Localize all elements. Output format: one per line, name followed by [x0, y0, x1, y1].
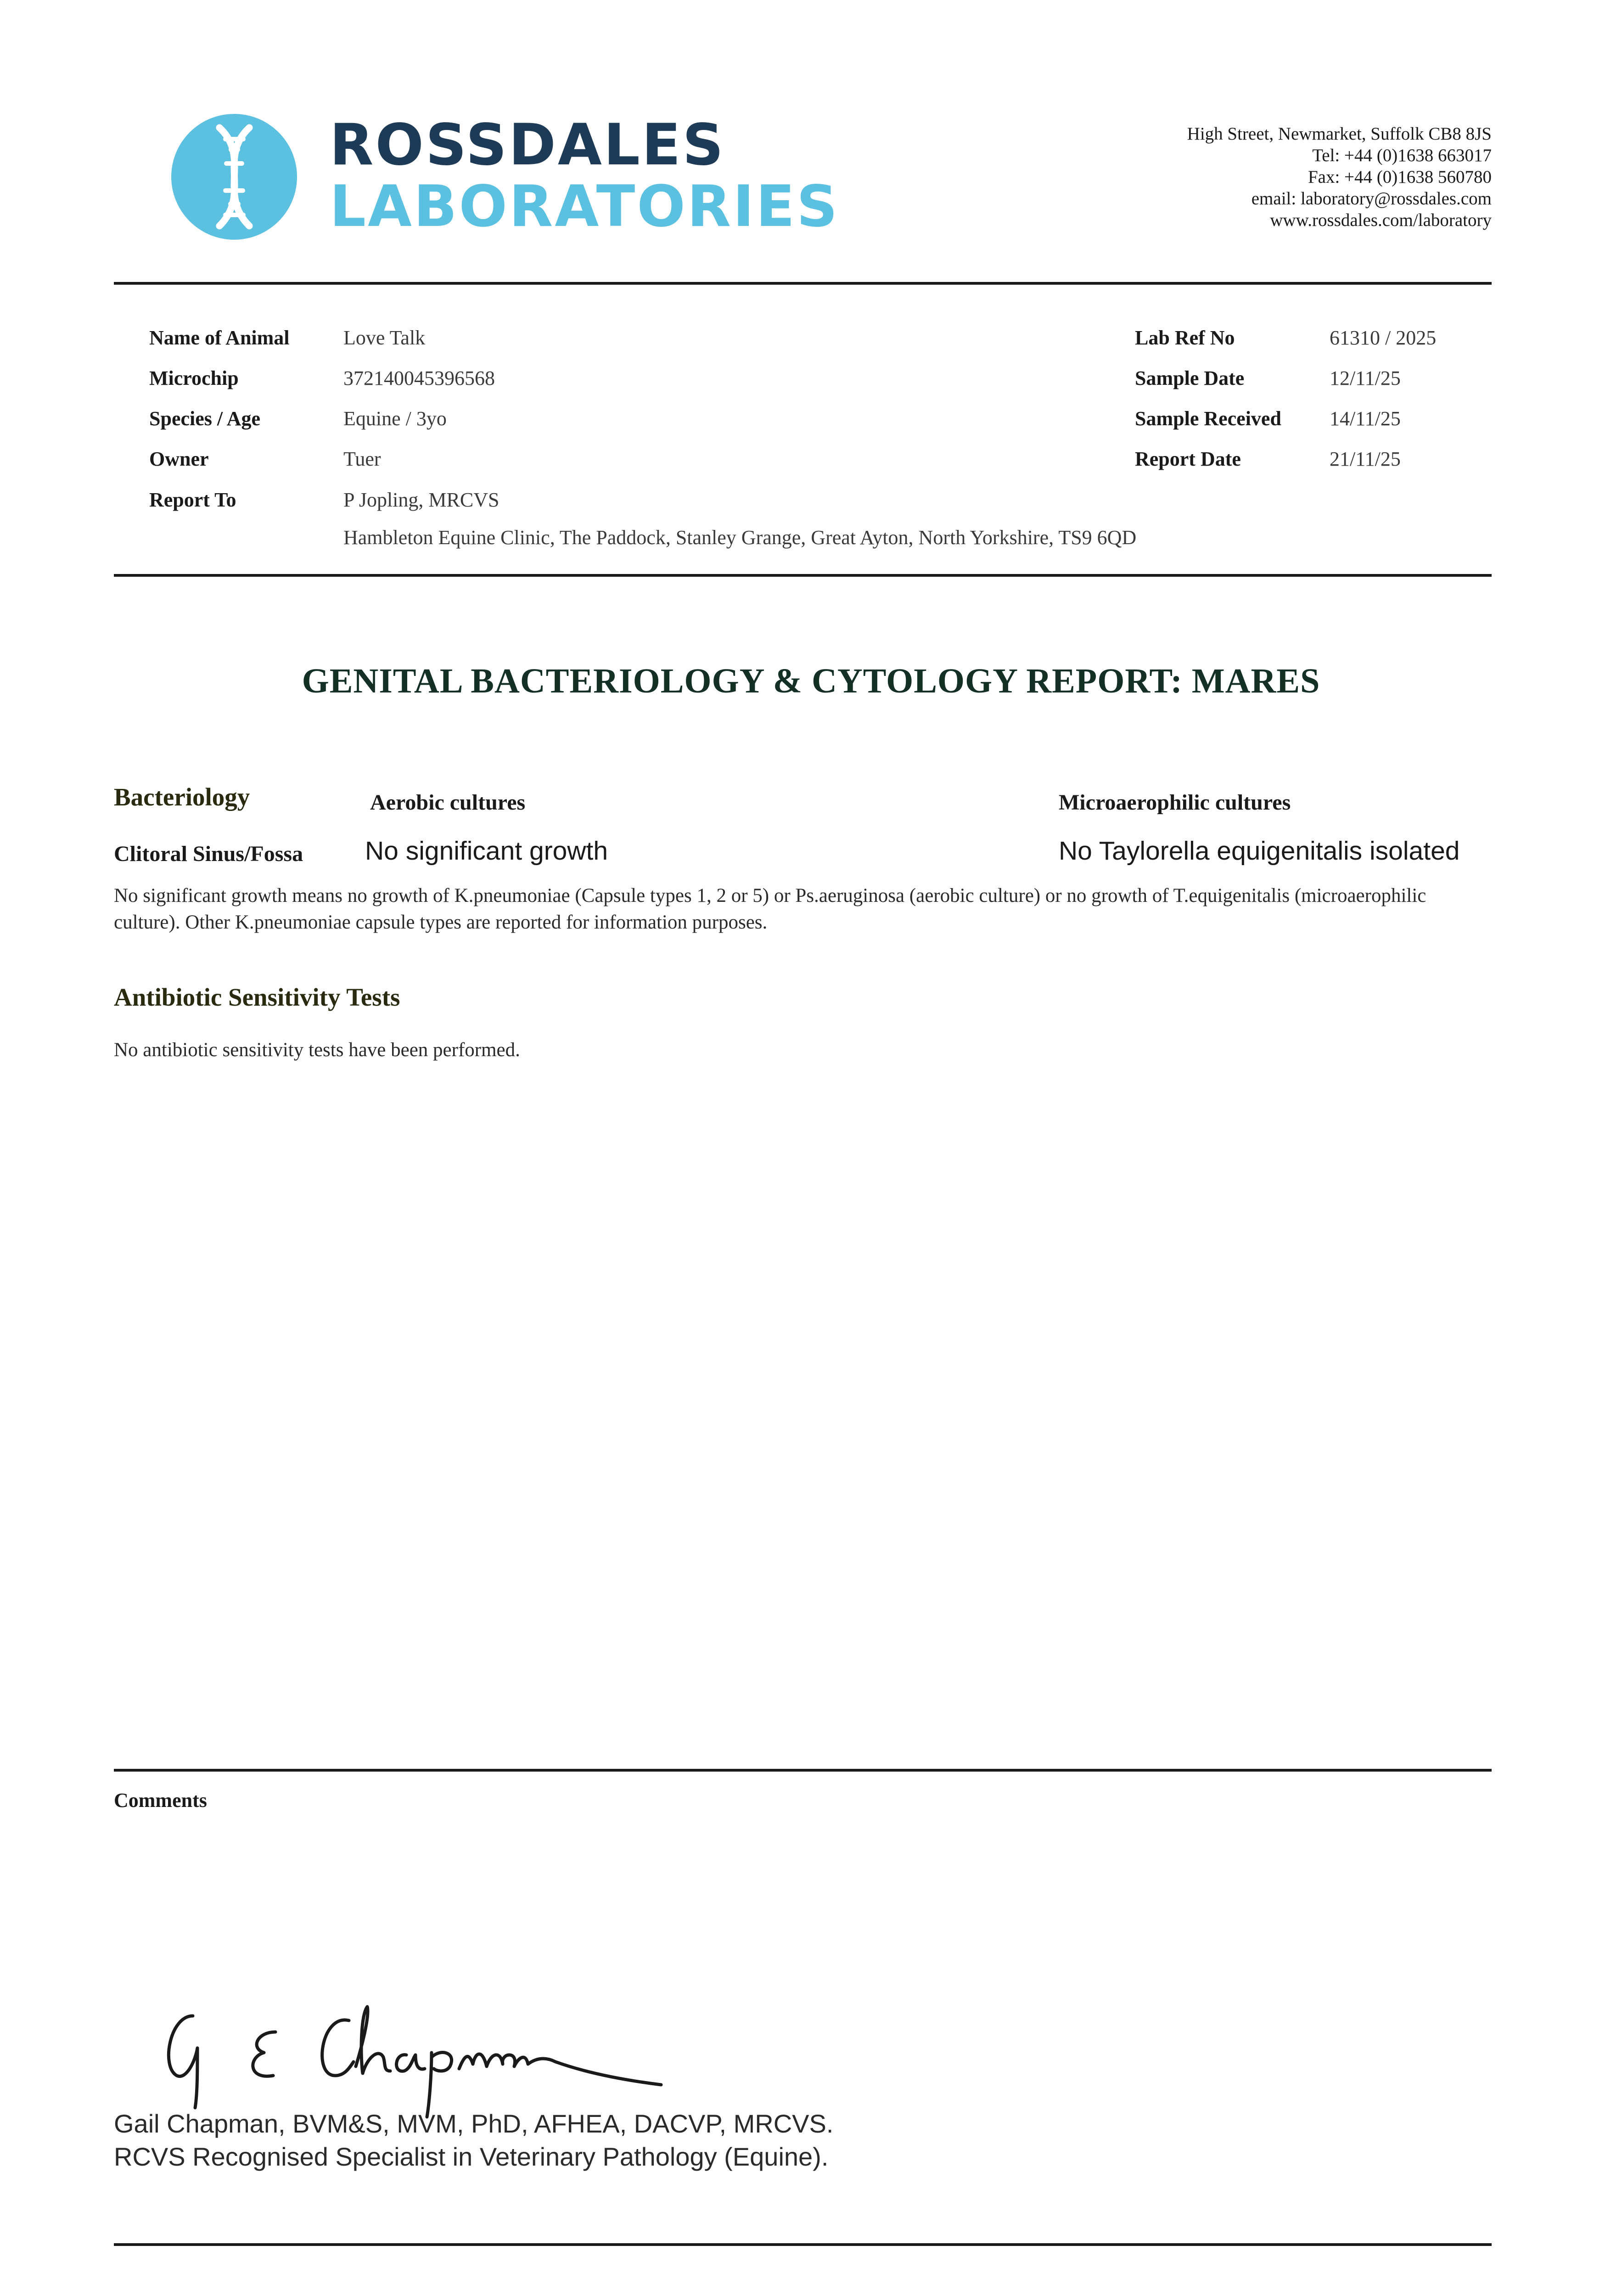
antibiotic-heading: Antibiotic Sensitivity Tests: [114, 983, 400, 1011]
footer-divider: [114, 2243, 1492, 2246]
owner-label: Owner: [149, 448, 209, 470]
sample-received-value: 14/11/25: [1330, 407, 1401, 430]
lab-fax: Fax: +44 (0)1638 560780: [1308, 167, 1492, 187]
brand-name-line1: ROSSDALES: [330, 112, 725, 178]
report-date-value: 21/11/25: [1330, 448, 1401, 470]
sample-site: Clitoral Sinus/Fossa: [114, 842, 303, 866]
sample-date-label: Sample Date: [1135, 367, 1245, 389]
sample-date-value: 12/11/25: [1330, 367, 1401, 389]
lab-ref-label: Lab Ref No: [1135, 326, 1235, 349]
comments-label: Comments: [114, 1789, 207, 1812]
comments-divider: [114, 1769, 1492, 1772]
microaerophilic-result: No Taylorella equigenitalis isolated: [1059, 836, 1460, 866]
report-to-label: Report To: [149, 489, 236, 511]
bacteriology-note: No significant growth means no growth of K.pneumoniae (Capsule types 1, 2 or 5) or Ps.aeruginosa (aerobic culture) or no growth of T.equigenitalis (microaerophilic culture). Other K.pneumoniae capsule types are reported for information purposes.: [114, 885, 1426, 933]
animal-name-label: Name of Animal: [149, 326, 290, 349]
lab-contact-block: [1187, 123, 1492, 231]
report-title: GENITAL BACTERIOLOGY & CYTOLOGY REPORT: MARES: [302, 662, 1320, 700]
aerobic-result: No significant growth: [365, 836, 608, 866]
signatory-title: RCVS Recognised Specialist in Veterinary Pathology (Equine).: [114, 2142, 829, 2171]
lab-ref-value: 61310 / 2025: [1330, 326, 1437, 349]
animal-name-value: Love Talk: [343, 326, 426, 349]
handwritten-signature: [152, 1988, 670, 2122]
bacteriology-heading: Bacteriology: [114, 783, 250, 811]
dna-helix-icon: [171, 114, 297, 240]
report-to-value: P Jopling, MRCVS: [343, 489, 500, 511]
header-divider: [114, 282, 1492, 285]
aerobic-cultures-heading: Aerobic cultures: [370, 790, 526, 815]
microchip-value: 372140045396568: [343, 367, 495, 389]
details-divider: [114, 574, 1492, 577]
species-age-value: Equine / 3yo: [343, 407, 447, 430]
report-to-address: Hambleton Equine Clinic, The Paddock, Stanley Grange, Great Ayton, North Yorkshire, TS9 6QD: [343, 526, 1137, 549]
microaerophilic-cultures-heading: Microaerophilic cultures: [1059, 790, 1291, 815]
microchip-label: Microchip: [149, 367, 239, 389]
lab-tel: Tel: +44 (0)1638 663017: [1312, 146, 1492, 165]
lab-website: www.rossdales.com/laboratory: [1270, 210, 1492, 230]
report-date-label: Report Date: [1135, 448, 1241, 470]
lab-address: High Street, Newmarket, Suffolk CB8 8JS: [1187, 124, 1492, 144]
owner-value: Tuer: [343, 448, 381, 470]
sample-received-label: Sample Received: [1135, 407, 1281, 430]
lab-email: email: laboratory@rossdales.com: [1251, 189, 1492, 208]
species-age-label: Species / Age: [149, 407, 260, 430]
brand-name-line2: LABORATORIES: [330, 174, 840, 240]
signatory-name: Gail Chapman, BVM&S, MVM, PhD, AFHEA, DACVP, MRCVS.: [114, 2109, 834, 2138]
antibiotic-text: No antibiotic sensitivity tests have been performed.: [114, 1039, 520, 1061]
